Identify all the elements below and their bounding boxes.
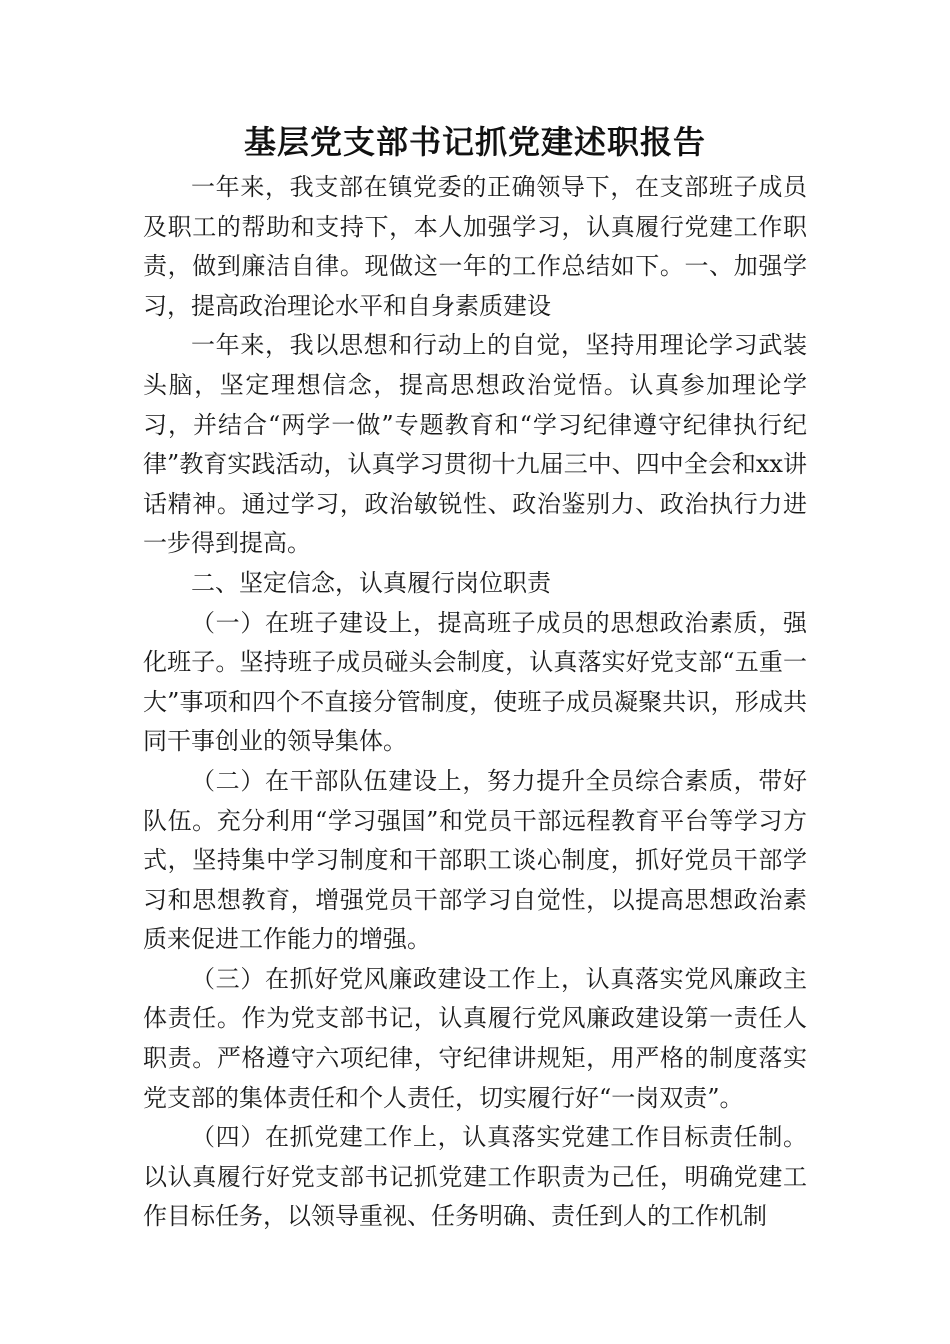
paragraph-study: 一年来，我以思想和行动上的自觉，坚持用理论学习武装头脑，坚定理想信念，提高思想政治觉悟。认真参加理论学习，并结合“两学一做”专题教育和“学习纪律遵守纪律执行纪律”教育实践活动，认真学习贯彻十九届三中、四中全会和xx讲话精神。通过学习，政治敏锐性、政治鉴别力、政治执行力进一步得到提高。 — [143, 331, 807, 558]
document-title: 基层党支部书记抓党建述职报告 — [243, 123, 706, 161]
paragraph-item-2: （二）在干部队伍建设上，努力提升全员综合素质，带好队伍。充分利用“学习强国”和党员干部远程教育平台等学习方式，坚持集中学习制度和干部职工谈心制度，抓好党员干部学习和思想教育，增强党员干部学习自觉性，以提高思想政治素质来促进工作能力的增强。 — [143, 766, 807, 954]
document-body — [143, 168, 807, 1237]
section-heading-2: 二、坚定信念，认真履行岗位职责 — [191, 568, 551, 597]
paragraph-item-4: （四）在抓党建工作上，认真落实党建工作目标责任制。以认真履行好党支部书记抓党建工作职责为己任，明确党建工作目标任务，以领导重视、任务明确、责任到人的工作机制 — [143, 1123, 807, 1231]
paragraph-intro: 一年来，我支部在镇党委的正确领导下，在支部班子成员及职工的帮助和支持下，本人加强学习，认真履行党建工作职责，做到廉洁自律。现做这一年的工作总结如下。一、加强学习，提高政治理论水平和自身素质建设 — [143, 173, 807, 320]
paragraph-item-1: （一）在班子建设上，提高班子成员的思想政治素质，强化班子。坚持班子成员碰头会制度，认真落实好党支部“五重一大”事项和四个不直接分管制度，使班子成员凝聚共识，形成共同干事创业的领导集体。 — [143, 608, 807, 756]
paragraph-item-3: （三）在抓好党风廉政建设工作上，认真落实党风廉政主体责任。作为党支部书记，认真履行党风廉政建设第一责任人职责。严格遵守六项纪律，守纪律讲规矩，用严格的制度落实党支部的集体责任和个人责任，切实履行好“一岗双责”。 — [143, 964, 807, 1112]
